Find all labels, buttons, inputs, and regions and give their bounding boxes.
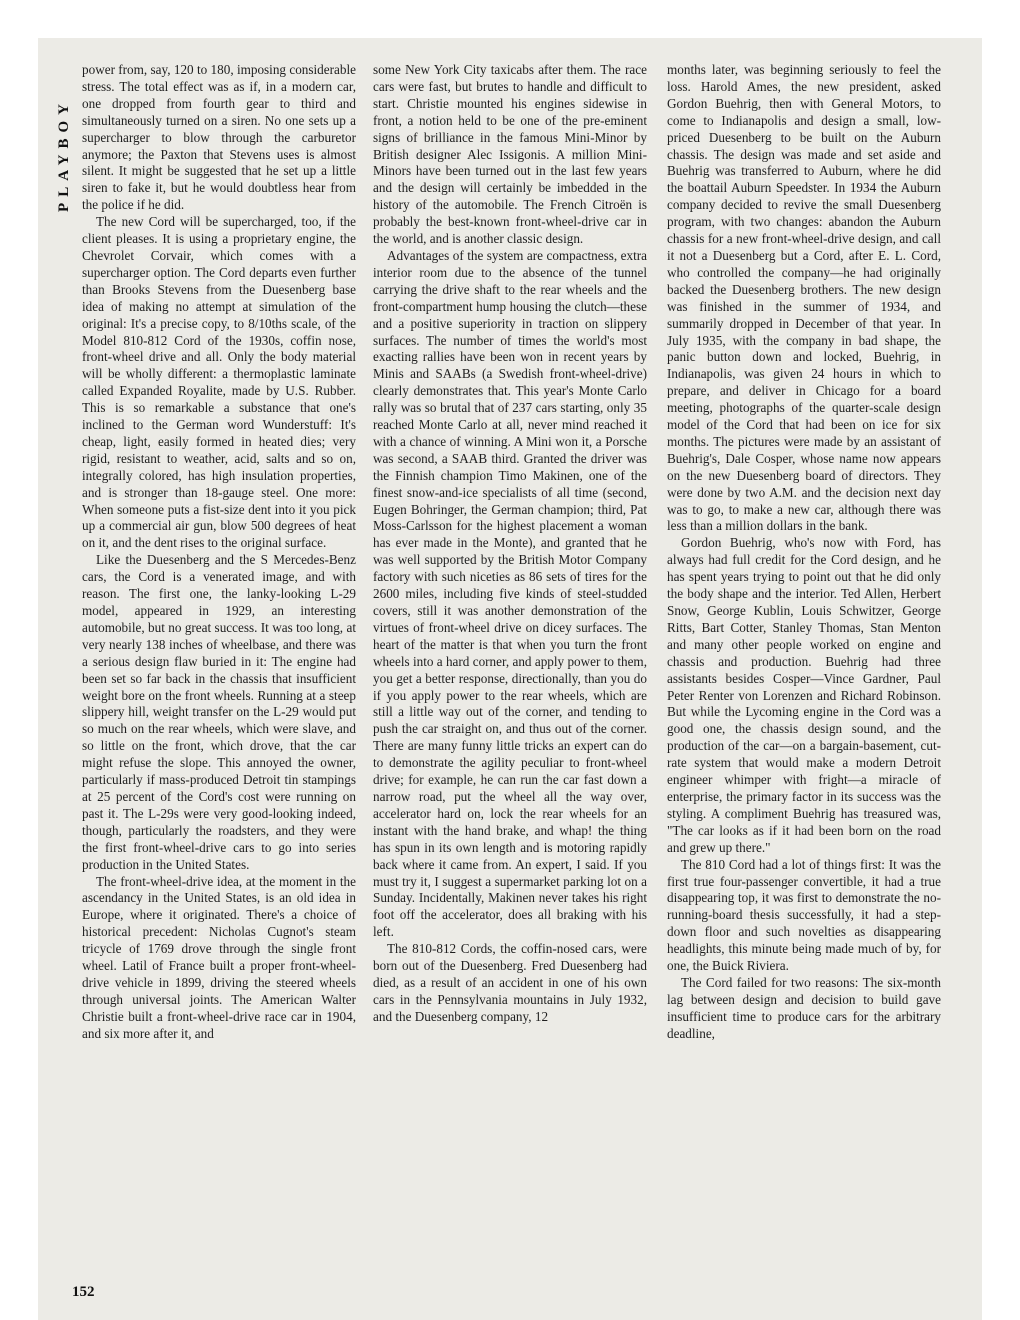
paragraph: The Cord failed for two reasons: The six-month lag between design and decision to build gave insufficient time to produce cars for the arbitrary deadline, [667,974,941,1041]
paragraph: Like the Duesenberg and the S Mercedes-Benz cars, the Cord is a venerated image, and with reason. The first one, the lanky-looking L-29 model, appeared in 1929, an interesting automobile, but no great success. It was too long, at very nearly 138 inches of wheelbase, and there was a serious design flaw buried in it: The engine had been set so far back in the chassis that insufficient weight bore on the front wheels. Running at a steep slippery hill, weight transfer on the L-29 would put so much on the rear wheels, which were slave, and so little on the front, which drove, that the car might refuse the slope. This annoyed the owner, particularly if mass-produced Detroit tin stampings at 25 percent of the Cord's cost were running on past it. The L-29s were very good-looking indeed, though, particularly the roadsters, and they were the first front-wheel-drive cars to go into series production in the United States. [82,552,356,872]
paragraph: The front-wheel-drive idea, at the moment in the ascendancy in the United States, is an old idea in Europe, where it originated. There's a choice of historical precedent: Nicholas Cugnot's steam tricycle of 1769 drove through the single front wheel. Latil of France built a proper front-wheel-drive vehicle in 1899, driving the steered wheels through universal joints. The American Walter Christie built a front-wheel-drive race car in 1904, and six more after it, and [82,873,356,1041]
magazine-name: PLAYBOY [56,98,72,212]
paragraph: The 810-812 Cords, the coffin-nosed cars, were born out of the Duesenberg. Fred Duesenberg had died, as a result of an accident in one of his own cars in the Pennsylvania mountains in July 1932, and the Duesenberg company, 12 [373,941,647,1024]
paragraph: some New York City taxicabs after them. The race cars were fast, but brutes to handle and difficult to start. Christie mounted his engines sidewise in front, a notion held to be one of the pre-eminent signs of brilliance in the famous Mini-Minor by British designer Alec Issigonis. A million Mini-Minors have been turned out in the last few years and the design will certainly be imbedded in the history of the automobile. The French Citroën is probably the best-known front-wheel-drive car in the world, and is another classic design. [373,62,647,247]
paragraph: The new Cord will be supercharged, too, if the client pleases. It is using a proprietary engine, the Chevrolet Corvair, which comes with a supercharger option. The Cord departs even further than Brooks Stevens from the Duesenberg base idea of making no attempt at simulation of the original: It's a precise copy, to 8/10ths scale, of the Model 810-812 Cord of the 1930s, coffin nose, front-wheel drive and all. Only the body material will be wholly different: a thermoplastic laminate called Expanded Royalite, made by U.S. Rubber. This is so remarkable a substance that one's inclined to the German word Wunderstuff: It's cheap, light, easily formed in heated dies; very rigid, resistant to weather, acid, salts and so on, integrally colored, has high insulation properties, and is stronger than 18-gauge steel. One more: When someone puts a fist-size dent into it you pick up a commercial air gun, blow 500 degrees of heat on it, and the dent rises to the original surface. [82,214,356,551]
article-column-2 [373,62,647,1026]
page-number: 152 [72,1284,95,1300]
paragraph: Gordon Buehrig, who's now with Ford, has always had full credit for the Cord design, and he has spent years trying to point out that he did only the body shape and the interior. Ted Allen, Herbert Snow, George Kublin, Louis Schwitzer, George Ritts, Bart Cotter, Stanley Thomas, Stan Menton and many other people worked on engine and chassis and production. Buehrig had three assistants besides Cosper—Vince Gardner, Paul Peter Renter von Lorenzen and Richard Robinson. But while the Lycoming engine in the Cord was a good one, the chassis design sound, and the production of the car—on a bargain-basement, cut-rate system that would make a modern Detroit engineer whimper with fright—a miracle of enterprise, the primary factor in its success was the styling. A compliment Buehrig has treasured was, "The car looks as if it had been born on the road and grew up there." [667,535,941,855]
paragraph: Advantages of the system are compactness, extra interior room due to the absence of the tunnel carrying the drive shaft to the rear wheels and the front-compartment hump housing the clutch—these and a positive superiority in traction on slippery surfaces. The number of times the world's most exacting rallies have been won in recent years by Minis and SAABs (a Swedish front-wheel-drive) clearly demonstrates that. This year's Monte Carlo rally was so brutal that of 237 cars starting, only 35 reached Monte Carlo at all, never mind reached it with a chance of winning. A Mini won it, a Porsche was second, a SAAB third. Granted the driver was the Finnish champion Timo Makinen, one of the finest snow-and-ice specialists of all time (second, Eugen Bohringer, the German champion; third, Pat Moss-Carlsson for the highest placement a woman has ever made in the Monte), and granted that he was well supported by the British Motor Company factory with such niceties as 86 sets of tires for the 2600 miles, including five kinds of steel-studded covers, still it was another demonstration of the virtues of front-wheel drive on dicey surfaces. The heart of the matter is that when you turn the front wheels into a hard corner, and apply power to them, you get a better response, directionally, than you do if you apply power to the rear wheels, which are still a little way out of the corner, and tending to push the car straight on, and thus out of the corner. There are many funny little tricks an expert can do to demonstrate the agility peculiar to front-wheel drive; for example, he can run the car fast down a narrow road, put the wheel all the way over, accelerator hard on, lock the rear wheels for an instant with the hand brake, and whap! the thing has spun in its own length and is motoring rapidly back where it came from. An expert, I said. If you must try it, I suggest a supermarket parking lot on a Sunday. Incidentally, Makinen never takes his right foot off the accelerator, does all braking with his left. [373,247,647,940]
article-column-3 [667,62,941,1043]
paragraph: months later, was beginning seriously to feel the loss. Harold Ames, the new president, asked Gordon Buehrig, then with General Motors, to come to Indianapolis and design a small, low-priced Duesenberg to be built on the Auburn chassis. The design was made and set aside and Buehrig was transferred to Auburn, where he did the boattail Auburn Speedster. In 1934 the Auburn company decided to revive the small Duesenberg program, with two changes: abandon the Auburn chassis for a new front-wheel-drive design, and call it not a Duesenberg but a Cord, after E. L. Cord, who controlled the company—he had originally backed the Duesenberg brothers. The new design was finished in the summer of 1934, and summarily dropped in December of that year. In July 1935, with the company in bad shape, the panic button down and locked, Buehrig, in Indianapolis, was given 24 hours in which to prepare, and deliver in Chicago for a board meeting, photographs of the quarter-scale design model of the Cord that had been on ice for six months. The pictures were made by an assistant of Buehrig's, Dale Cosper, whose name now appears on the new Duesenberg board of directors. They were done by two A.M. and the decision next day was to go, to make a new car, although there was less than a million dollars in the bank. [667,62,941,534]
paragraph: The 810 Cord had a lot of things first: It was the first true four-passenger convertible, it had a true disappearing top, it was first to demonstrate the no-running-board thesis successfully, it had a step-down floor and such novelties as disappearing headlights, this minute being made much of by, for one, the Buick Riviera. [667,856,941,974]
paragraph: power from, say, 120 to 180, imposing considerable stress. The total effect was as if, in a modern car, one dropped from fourth gear to third and simultaneously turned on a siren. No one sets up a supercharger to blow through the carburetor anymore; the Paxton that Stevens uses is almost silent. It might be suggested that he set up a little siren to fake it, but he would doubtless hear from the police if he did. [82,62,356,213]
article-column-1 [82,62,356,1043]
